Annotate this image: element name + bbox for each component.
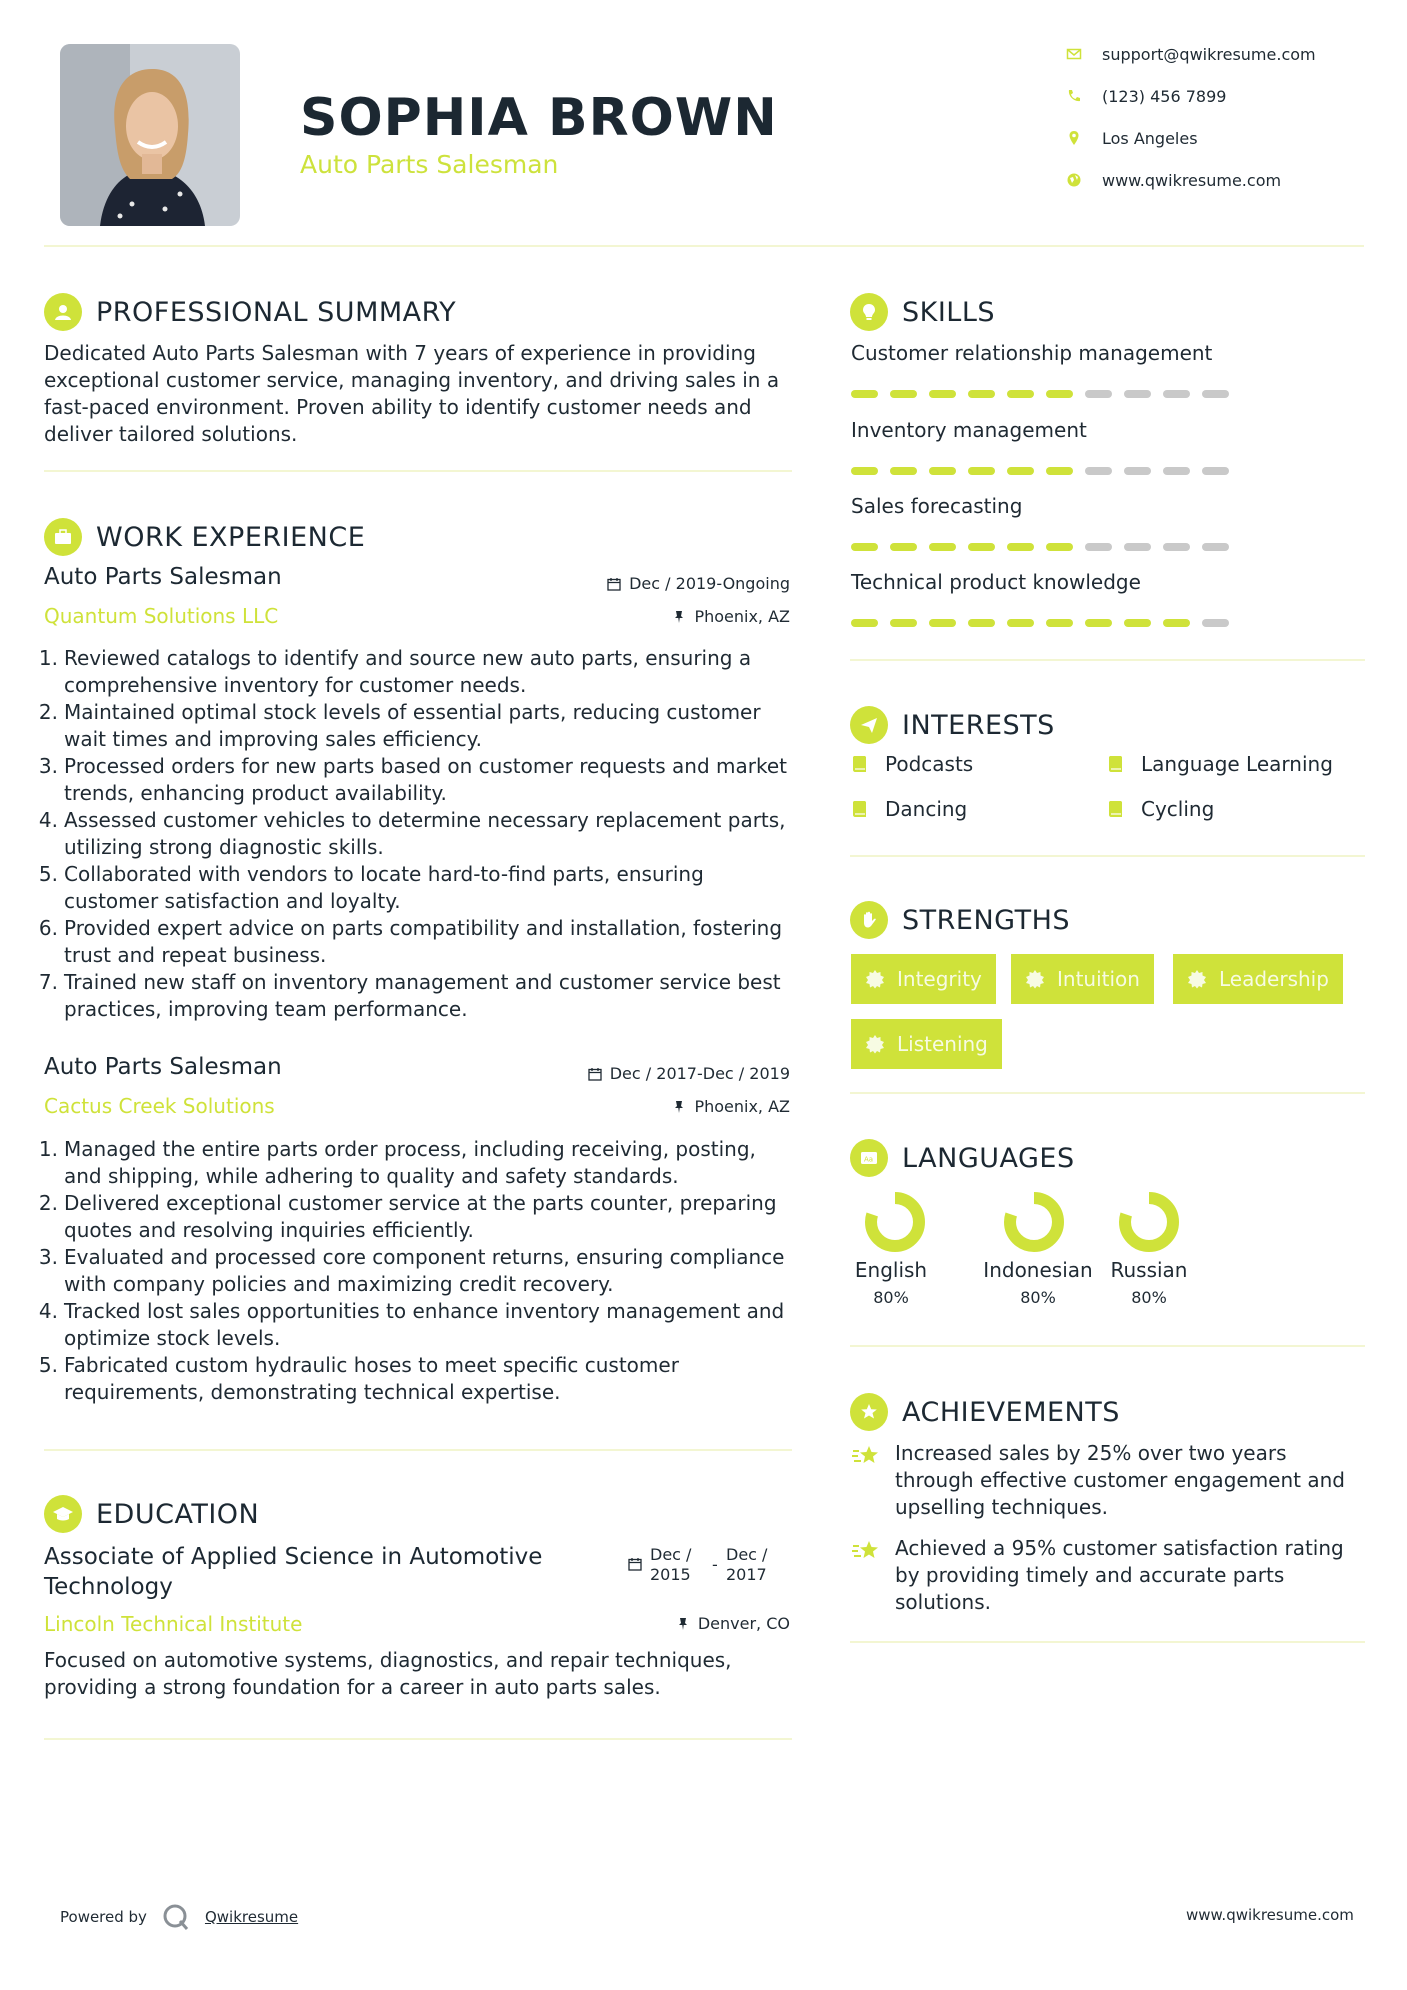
language-item: English 80% bbox=[851, 1190, 931, 1307]
education-school: Lincoln Technical Institute bbox=[44, 1612, 303, 1636]
interest-item: Dancing bbox=[851, 797, 967, 821]
achievements-title: ACHIEVEMENTS bbox=[902, 1396, 1120, 1428]
achievements-heading bbox=[850, 1387, 1120, 1437]
skill-dash-empty bbox=[1202, 543, 1229, 551]
powered-by-label: Powered by bbox=[60, 1908, 147, 1926]
profile-photo bbox=[60, 44, 240, 226]
badge-icon bbox=[1025, 969, 1045, 989]
badge-icon bbox=[865, 969, 885, 989]
skill-dash-empty bbox=[1124, 467, 1151, 475]
language-progress-ring bbox=[1002, 1190, 1066, 1254]
education-end: Dec / 2017 bbox=[726, 1545, 768, 1584]
skill-dash-filled bbox=[851, 467, 878, 475]
contact-email[interactable] bbox=[1066, 39, 1386, 69]
languages-title: LANGUAGES bbox=[902, 1142, 1075, 1174]
experience-divider bbox=[44, 1449, 792, 1451]
contact-phone-text: (123) 456 7899 bbox=[1102, 86, 1227, 106]
skill-dash-filled bbox=[929, 390, 956, 398]
book-icon bbox=[851, 799, 869, 819]
skill-dash-filled bbox=[890, 390, 917, 398]
education-dates: Dec / 2015 - Dec / 2017 bbox=[628, 1545, 782, 1585]
skill-dash-empty bbox=[1163, 467, 1190, 475]
location-pin-icon bbox=[1066, 130, 1082, 146]
skill-dash-filled bbox=[968, 390, 995, 398]
badge-icon bbox=[1187, 969, 1207, 989]
header-divider bbox=[44, 245, 1364, 247]
strength-tag: Intuition bbox=[1011, 954, 1154, 1004]
phone-icon bbox=[1066, 88, 1082, 104]
job-2-location-text: Phoenix, AZ bbox=[694, 1097, 790, 1116]
job-2-bullets bbox=[38, 1136, 798, 1406]
skill-dash-filled bbox=[968, 467, 995, 475]
qwikresume-logo-icon bbox=[161, 1902, 191, 1932]
skill-dash-filled bbox=[851, 390, 878, 398]
svg-text:Aa: Aa bbox=[864, 1155, 874, 1164]
shooting-star-icon bbox=[851, 1442, 881, 1470]
globe-icon bbox=[1066, 172, 1082, 188]
skill-dash-empty bbox=[1202, 390, 1229, 398]
strength-tag: Leadership bbox=[1173, 954, 1343, 1004]
job-2-location bbox=[500, 1097, 790, 1116]
skill-dash-filled bbox=[1124, 619, 1151, 627]
summary-title: PROFESSIONAL SUMMARY bbox=[96, 296, 457, 328]
summary-divider bbox=[44, 470, 792, 472]
skill-dash-filled bbox=[968, 619, 995, 627]
skills-divider bbox=[850, 659, 1365, 661]
skill-dash-empty bbox=[1124, 390, 1151, 398]
skill-1-meter bbox=[851, 390, 1229, 398]
pushpin-icon bbox=[672, 1100, 686, 1114]
interest-item: Podcasts bbox=[851, 752, 973, 776]
achievement-item: Increased sales by 25% over two years through effective customer engagement and upselling techniques. bbox=[851, 1440, 1366, 1521]
strength-tag: Integrity bbox=[851, 954, 996, 1004]
skill-dash-filled bbox=[851, 543, 878, 551]
list-item: 6. Provided expert advice on parts compatibility and installation, fostering trust and repeat business. bbox=[38, 916, 783, 967]
skill-dash-filled bbox=[1007, 619, 1034, 627]
education-location-text: Denver, CO bbox=[697, 1614, 790, 1633]
summary-heading bbox=[44, 287, 456, 337]
achievements-divider bbox=[850, 1641, 1365, 1643]
language-card-icon bbox=[850, 1139, 888, 1177]
skill-2-meter bbox=[851, 467, 1229, 475]
list-item: 3. Evaluated and processed core component returns, ensuring compliance with company policies and maximizing credit recovery. bbox=[38, 1245, 785, 1296]
book-icon bbox=[1107, 799, 1125, 819]
language-progress-ring bbox=[863, 1190, 927, 1254]
job-2-dates bbox=[500, 1064, 790, 1083]
skill-dash-filled bbox=[851, 619, 878, 627]
pushpin-icon bbox=[672, 610, 686, 624]
candidate-title: Auto Parts Salesman bbox=[300, 150, 559, 179]
list-item: 2. Delivered exceptional customer service at the parts counter, preparing quotes and resolving inquiries efficiently. bbox=[38, 1191, 777, 1242]
skill-dash-filled bbox=[1007, 390, 1034, 398]
skill-dash-filled bbox=[968, 543, 995, 551]
achievement-item: Achieved a 95% customer satisfaction rating by providing timely and accurate parts solutions. bbox=[851, 1535, 1366, 1616]
skill-dash-filled bbox=[929, 619, 956, 627]
skill-dash-filled bbox=[1007, 467, 1034, 475]
job-1-location bbox=[500, 607, 790, 626]
contact-email-text: support@qwikresume.com bbox=[1102, 44, 1316, 64]
skill-dash-filled bbox=[890, 467, 917, 475]
summary-text: Dedicated Auto Parts Salesman with 7 years of experience in providing exceptional customer service, managing inventory, and driving sales in a fast-paced environment. Proven ability to identify customer needs and deliver tailored solutions. bbox=[44, 341, 780, 446]
education-heading bbox=[44, 1489, 259, 1539]
interest-item: Language Learning bbox=[1107, 752, 1333, 776]
footer-website[interactable]: www.qwikresume.com bbox=[1186, 1906, 1354, 1924]
interest-item: Cycling bbox=[1107, 797, 1214, 821]
skill-3-meter bbox=[851, 543, 1229, 551]
languages-divider bbox=[850, 1345, 1365, 1347]
skills-heading bbox=[850, 287, 995, 337]
skill-dash-empty bbox=[1085, 467, 1112, 475]
contact-phone[interactable] bbox=[1066, 81, 1386, 111]
paper-plane-icon bbox=[850, 706, 888, 744]
list-item: 2. Maintained optimal stock levels of essential parts, reducing customer wait times and improving sales efficiency. bbox=[38, 700, 761, 751]
list-item: 3. Processed orders for new parts based on customer requests and market trends, enhancing product availability. bbox=[38, 754, 787, 805]
list-item: 5. Collaborated with vendors to locate hard-to-find parts, ensuring customer satisfaction and loyalty. bbox=[38, 862, 704, 913]
star-badge-icon bbox=[850, 1393, 888, 1431]
briefcase-icon bbox=[44, 518, 82, 556]
skill-3-name: Sales forecasting bbox=[851, 494, 1023, 518]
book-icon bbox=[851, 754, 869, 774]
interests-divider bbox=[850, 855, 1365, 857]
candidate-name: SOPHIA BROWN bbox=[300, 88, 778, 148]
calendar-icon bbox=[628, 1557, 642, 1571]
skill-dash-filled bbox=[1046, 390, 1073, 398]
lightbulb-icon bbox=[850, 293, 888, 331]
experience-title: WORK EXPERIENCE bbox=[96, 521, 366, 553]
interests-title: INTERESTS bbox=[902, 709, 1055, 741]
skill-dash-empty bbox=[1202, 619, 1229, 627]
envelope-icon bbox=[1066, 46, 1082, 62]
strengths-divider bbox=[850, 1092, 1365, 1094]
contact-website-text: www.qwikresume.com bbox=[1102, 170, 1282, 190]
list-item: 4. Tracked lost sales opportunities to enhance inventory management and optimize stock levels. bbox=[38, 1299, 785, 1350]
list-item: 1. Reviewed catalogs to identify and source new auto parts, ensuring a comprehensive inventory for customer needs. bbox=[38, 646, 752, 697]
skill-dash-filled bbox=[929, 543, 956, 551]
hand-icon bbox=[850, 901, 888, 939]
education-divider bbox=[44, 1738, 792, 1740]
footer-powered-by bbox=[60, 1902, 298, 1932]
skill-dash-empty bbox=[1202, 467, 1229, 475]
skill-2-name: Inventory management bbox=[851, 418, 1087, 442]
skill-dash-empty bbox=[1163, 390, 1190, 398]
job-1-bullets bbox=[38, 645, 798, 1023]
skill-dash-filled bbox=[1163, 619, 1190, 627]
list-item: 7. Trained new staff on inventory management and customer service best practices, improving team performance. bbox=[38, 970, 781, 1021]
contact-location bbox=[1066, 123, 1386, 153]
job-1-dates bbox=[500, 574, 790, 593]
skill-dash-empty bbox=[1124, 543, 1151, 551]
shooting-star-icon bbox=[851, 1537, 881, 1565]
education-title: EDUCATION bbox=[96, 1498, 260, 1530]
job-2-dates-text: Dec / 2017-Dec / 2019 bbox=[609, 1064, 790, 1083]
degree-title: Associate of Applied Science in Automotive Technology bbox=[44, 1544, 543, 1600]
skill-4-name: Technical product knowledge bbox=[851, 570, 1141, 594]
skill-dash-empty bbox=[1085, 390, 1112, 398]
language-item: Indonesian 80% bbox=[976, 1190, 1100, 1307]
job-1-location-text: Phoenix, AZ bbox=[694, 607, 790, 626]
calendar-icon bbox=[607, 577, 621, 591]
contact-website[interactable] bbox=[1066, 165, 1386, 195]
skill-dash-filled bbox=[1046, 467, 1073, 475]
job-1-company: Quantum Solutions LLC bbox=[44, 604, 279, 628]
skill-dash-empty bbox=[1163, 543, 1190, 551]
list-item: 5. Fabricated custom hydraulic hoses to meet specific customer requirements, demonstrating technical expertise. bbox=[38, 1353, 679, 1404]
education-location bbox=[500, 1614, 790, 1633]
skill-dash-filled bbox=[890, 619, 917, 627]
job-1-title: Auto Parts Salesman bbox=[44, 564, 282, 590]
skill-dash-filled bbox=[1046, 619, 1073, 627]
skill-4-meter bbox=[851, 619, 1229, 627]
list-item: 4. Assessed customer vehicles to determine necessary replacement parts, utilizing strong diagnostic skills. bbox=[38, 808, 786, 859]
job-2-title: Auto Parts Salesman bbox=[44, 1054, 282, 1080]
calendar-icon bbox=[588, 1067, 602, 1081]
skill-dash-filled bbox=[929, 467, 956, 475]
education-start: Dec / 2015 bbox=[650, 1545, 692, 1584]
experience-heading bbox=[44, 512, 365, 562]
skills-title: SKILLS bbox=[902, 296, 996, 328]
strengths-title: STRENGTHS bbox=[902, 904, 1071, 936]
book-icon bbox=[1107, 754, 1125, 774]
badge-icon bbox=[865, 1034, 885, 1054]
skill-dash-filled bbox=[1085, 619, 1112, 627]
strength-tag: Listening bbox=[851, 1019, 1002, 1069]
pushpin-icon bbox=[676, 1617, 690, 1631]
qwikresume-link[interactable]: Qwikresume bbox=[204, 1908, 299, 1926]
job-1-dates-text: Dec / 2019-Ongoing bbox=[629, 574, 790, 593]
skill-dash-filled bbox=[1007, 543, 1034, 551]
languages-heading bbox=[850, 1133, 1075, 1183]
user-icon bbox=[44, 293, 82, 331]
language-progress-ring bbox=[1117, 1190, 1181, 1254]
skill-dash-empty bbox=[1085, 543, 1112, 551]
skill-dash-filled bbox=[1046, 543, 1073, 551]
list-item: 1. Managed the entire parts order process, including receiving, posting, and shipping, while adhering to quality and safety standards. bbox=[38, 1137, 756, 1188]
graduation-cap-icon bbox=[44, 1495, 82, 1533]
interests-heading bbox=[850, 700, 1055, 750]
language-item: Russian 80% bbox=[1106, 1190, 1192, 1307]
education-description: Focused on automotive systems, diagnostics, and repair techniques, providing a strong foundation for a career in auto parts sales. bbox=[44, 1648, 732, 1699]
skill-1-name: Customer relationship management bbox=[851, 341, 1213, 365]
contact-location-text: Los Angeles bbox=[1102, 128, 1198, 148]
strengths-heading bbox=[850, 895, 1070, 945]
skill-dash-filled bbox=[890, 543, 917, 551]
job-2-company: Cactus Creek Solutions bbox=[44, 1094, 275, 1118]
